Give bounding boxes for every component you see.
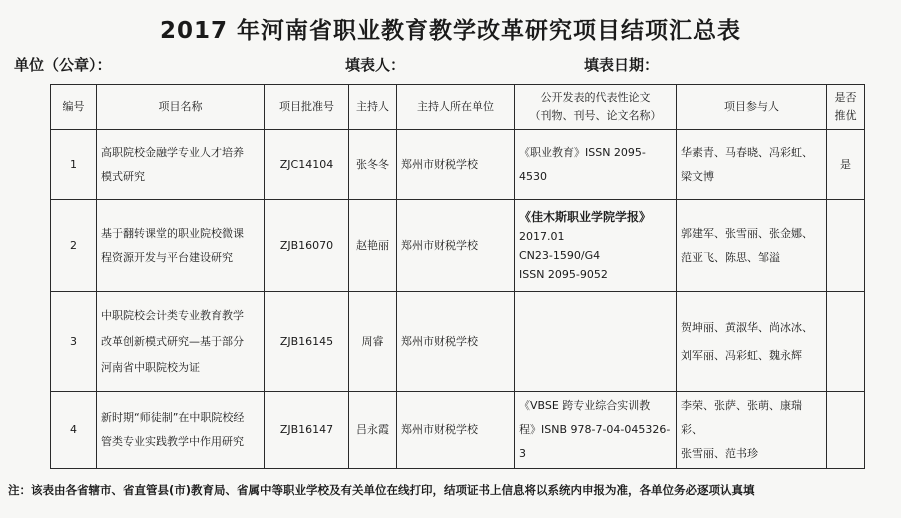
paper-title: 《佳木斯职业学院学报》 — [519, 209, 652, 224]
cell-members: 郭建军、张雪丽、张金娜、 范亚飞、陈思、邹溢 — [677, 200, 827, 292]
header-row — [51, 85, 865, 130]
paper-details: 《VBSE 跨专业综合实训教 程》ISNB 978-7-04-045326-3 — [519, 399, 671, 460]
paper-details: 《职业教育》ISSN 2095-4530 — [519, 145, 646, 183]
cell-host-unit: 郑州市财税学校 — [397, 200, 515, 292]
cell-host: 吕永霞 — [349, 392, 397, 469]
cell-recommend — [827, 292, 865, 392]
cell-project-name: 中职院校会计类专业教育教学 改革创新模式研究—基于部分 河南省中职院校为证 — [97, 292, 265, 392]
header-members: 项目参与人 — [677, 85, 827, 130]
header-recommend: 是否 推优 — [827, 85, 865, 130]
header-paper: 公开发表的代表性论文 （刊物、刊号、论文名称） — [515, 85, 677, 130]
cell-project-name: 基于翻转课堂的职业院校微课 程资源开发与平台建设研究 — [97, 200, 265, 292]
cell-members: 李荣、张萨、张萌、康瑞彩、 张雪丽、范书珍 — [677, 392, 827, 469]
footnote: 注：该表由各省辖市、省直管县(市)教育局、省属中等职业学校及有关单位在线打印，结项证书上信息将以系统内申报为准，各单位务必逐项认真填 — [8, 483, 755, 497]
cell-paper — [515, 392, 677, 469]
document-title: 2017 年河南省职业教育教学改革研究项目结项汇总表 — [159, 18, 742, 44]
cell-paper — [515, 200, 677, 292]
cell-no: 2 — [51, 200, 97, 292]
header-host: 主持人 — [349, 85, 397, 130]
cell-project-name: 高职院校金融学专业人才培养 模式研究 — [97, 130, 265, 200]
cell-approval-no: ZJB16147 — [265, 392, 349, 469]
cell-recommend — [827, 392, 865, 469]
cell-approval-no: ZJB16070 — [265, 200, 349, 292]
cell-approval-no: ZJC14104 — [265, 130, 349, 200]
cell-no: 4 — [51, 392, 97, 469]
cell-no: 1 — [51, 130, 97, 200]
filler-label: 填表人： — [345, 56, 406, 74]
header-project-name: 项目名称 — [97, 85, 265, 130]
cell-paper — [515, 130, 677, 200]
header-no: 编号 — [51, 85, 97, 130]
table-row — [51, 292, 865, 392]
cell-no: 3 — [51, 292, 97, 392]
cell-host: 赵艳丽 — [349, 200, 397, 292]
unit-label: 单位（公章）： — [14, 56, 112, 74]
cell-paper — [515, 292, 677, 392]
table-row — [51, 200, 865, 292]
cell-host-unit: 郑州市财税学校 — [397, 130, 515, 200]
cell-host-unit: 郑州市财税学校 — [397, 392, 515, 469]
cell-approval-no: ZJB16145 — [265, 292, 349, 392]
table-row — [51, 392, 865, 469]
header-approval-no: 项目批准号 — [265, 85, 349, 130]
header-host-unit: 主持人所在单位 — [397, 85, 515, 130]
cell-host-unit: 郑州市财税学校 — [397, 292, 515, 392]
cell-recommend: 是 — [827, 130, 865, 200]
cell-members: 华素青、马春晓、冯彩虹、 梁文博 — [677, 130, 827, 200]
cell-members: 贺坤丽、黄淑华、尚冰冰、 刘军丽、冯彩虹、魏永辉 — [677, 292, 827, 392]
date-label: 填表日期： — [584, 56, 660, 74]
cell-host: 周睿 — [349, 292, 397, 392]
paper-details: 2017.01 CN23-1590/G4 ISSN 2095-9052 — [519, 229, 608, 281]
summary-table — [50, 84, 865, 469]
cell-host: 张冬冬 — [349, 130, 397, 200]
cell-project-name: 新时期“师徒制”在中职院校经 管类专业实践教学中作用研究 — [97, 392, 265, 469]
table-row — [51, 130, 865, 200]
cell-recommend — [827, 200, 865, 292]
